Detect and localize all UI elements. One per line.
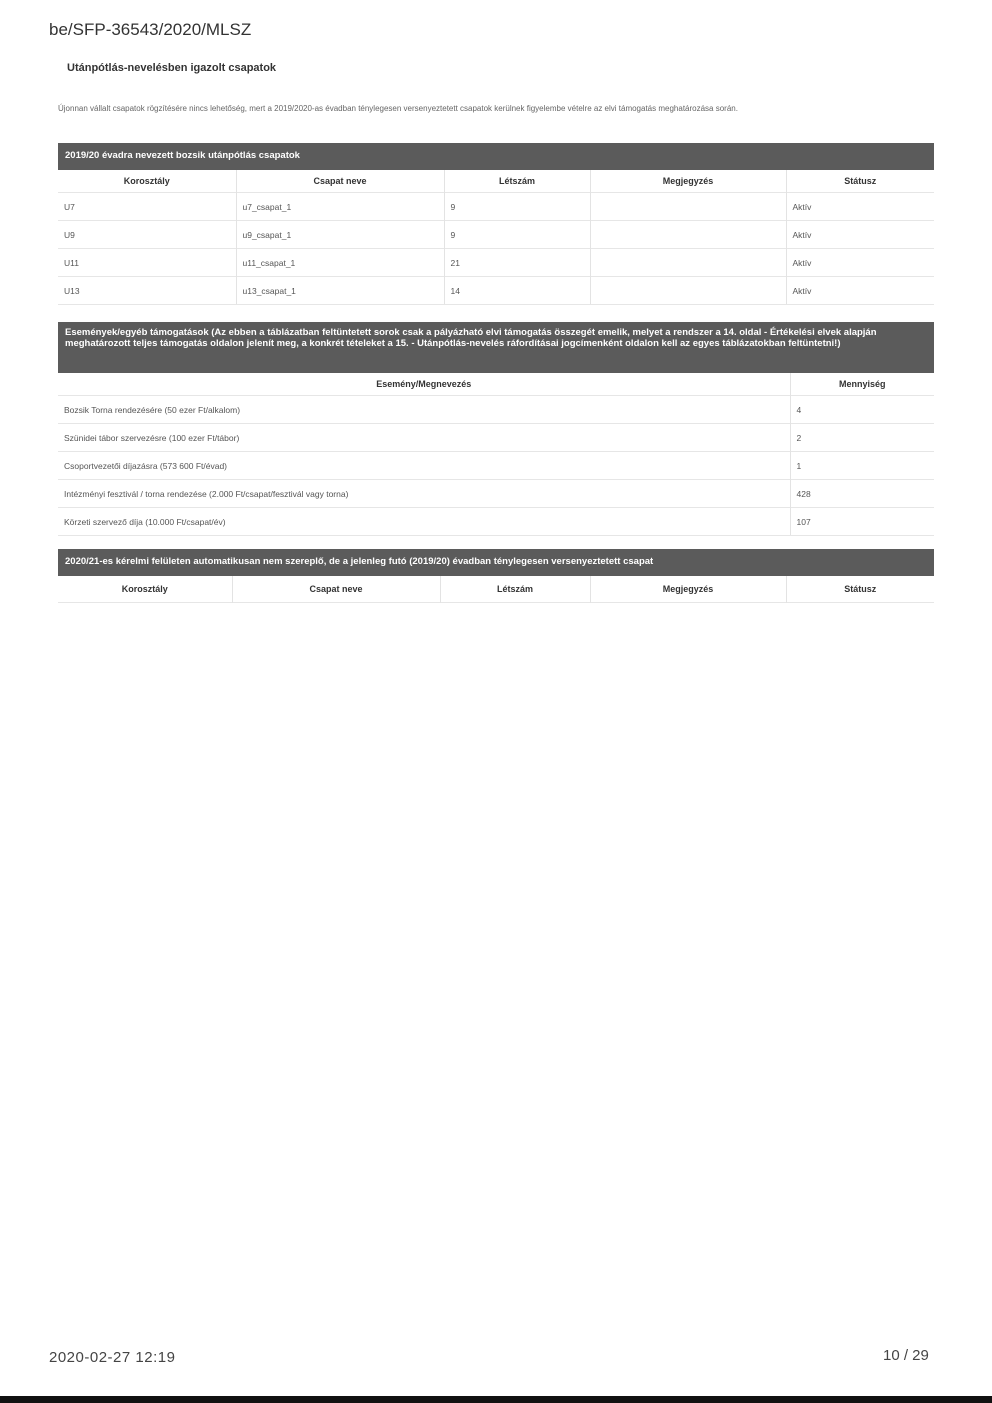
column-header-age: Korosztály [121, 584, 168, 594]
team-count: 9 [444, 193, 590, 221]
scan-edge [0, 1396, 992, 1403]
team-note [590, 221, 786, 249]
table-row [58, 193, 934, 221]
team-count: 21 [444, 249, 590, 277]
team-name: u13_csapat_1 [236, 277, 444, 305]
event-name: Bozsik Torna rendezésére (50 ezer Ft/alkalom) [58, 396, 790, 424]
column-header-team-name: Csapat neve [236, 170, 444, 193]
event-name: Intézményi fesztivál / torna rendezése (2.000 Ft/csapat/fesztivál vagy torna) [58, 480, 790, 508]
event-quantity: 107 [790, 508, 934, 536]
team-age: U11 [58, 249, 236, 277]
team-count: 14 [444, 277, 590, 305]
document-id: be/SFP-36543/2020/MLSZ [49, 20, 252, 39]
intro-note: Újonnan vállalt csapatok rögzítésére nincs lehetőség, mert a 2019/2020-as évadban ténylegesen versenyeztetett csapatok kerülnek figyelembe vételre az elvi támogatás meghatározása során. [58, 104, 738, 113]
table-row [58, 508, 934, 536]
column-header-note: Megjegyzés [590, 170, 786, 193]
team-status: Aktív [786, 277, 934, 305]
team-name: u9_csapat_1 [236, 221, 444, 249]
extra-table-header [58, 576, 934, 603]
teams-table-title: 2019/20 évadra nevezett bozsik utánpótlás csapatok [58, 143, 934, 170]
event-quantity: 2 [790, 424, 934, 452]
event-name: Körzeti szervező díja (10.000 Ft/csapat/év) [58, 508, 790, 536]
events-table-title: Események/egyéb támogatások (Az ebben a táblázatban feltüntetett sorok csak a pályázható elvi támogatás összegét emelik, melyet a rendszer a 14. oldal - Értékelési elvek alapján meghatározott teljes támogatás oldalon jelenít meg, a konkrét tételeket a 15. - Utánpótlás-nevelés ráfordításai jogcímenként oldalon kell az egyes táblázatokban feltüntetni!) [58, 322, 934, 373]
team-status: Aktív [786, 249, 934, 277]
events-table-header [58, 373, 934, 396]
section-title: Utánpótlás-nevelésben igazolt csapatok [67, 62, 277, 74]
column-header-team-name: Csapat neve [232, 576, 440, 603]
column-header-status: Státusz [786, 576, 934, 603]
team-status: Aktív [786, 221, 934, 249]
event-quantity: 1 [790, 452, 934, 480]
table-row [58, 221, 934, 249]
team-name: u7_csapat_1 [236, 193, 444, 221]
column-header-note: Megjegyzés [590, 576, 786, 603]
column-header-count: Létszám [444, 170, 590, 193]
column-header-event: Esemény/Megnevezés [376, 379, 472, 389]
event-name: Szünidei tábor szervezésre (100 ezer Ft/tábor) [58, 424, 790, 452]
table-row [58, 396, 934, 424]
team-count: 9 [444, 221, 590, 249]
team-note [590, 249, 786, 277]
teams-table [58, 170, 934, 305]
table-row [58, 452, 934, 480]
column-header-count: Létszám [440, 576, 590, 603]
team-age: U7 [58, 193, 236, 221]
table-row [58, 277, 934, 305]
print-datetime: 2020-02-27 12:19 [49, 1349, 176, 1366]
column-header-status: Státusz [786, 170, 934, 193]
column-header-age: Korosztály [123, 176, 170, 186]
event-quantity: 428 [790, 480, 934, 508]
column-header-quantity: Mennyiség [790, 373, 934, 396]
team-name: u11_csapat_1 [236, 249, 444, 277]
events-table [58, 373, 934, 536]
team-age: U13 [58, 277, 236, 305]
table-row [58, 249, 934, 277]
team-status: Aktív [786, 193, 934, 221]
extra-table-title: 2020/21-es kérelmi felületen automatikusan nem szereplő, de a jelenleg futó (2019/20) évadban ténylegesen versenyeztetett csapat [58, 549, 934, 576]
event-name: Csoportvezetői díjazásra (573 600 Ft/évad) [58, 452, 790, 480]
team-note [590, 277, 786, 305]
table-row [58, 424, 934, 452]
table-row [58, 480, 934, 508]
event-quantity: 4 [790, 396, 934, 424]
team-age: U9 [58, 221, 236, 249]
page-number: 10 / 29 [883, 1347, 929, 1364]
extra-teams-table [58, 576, 934, 603]
teams-table-header [58, 170, 934, 193]
team-note [590, 193, 786, 221]
